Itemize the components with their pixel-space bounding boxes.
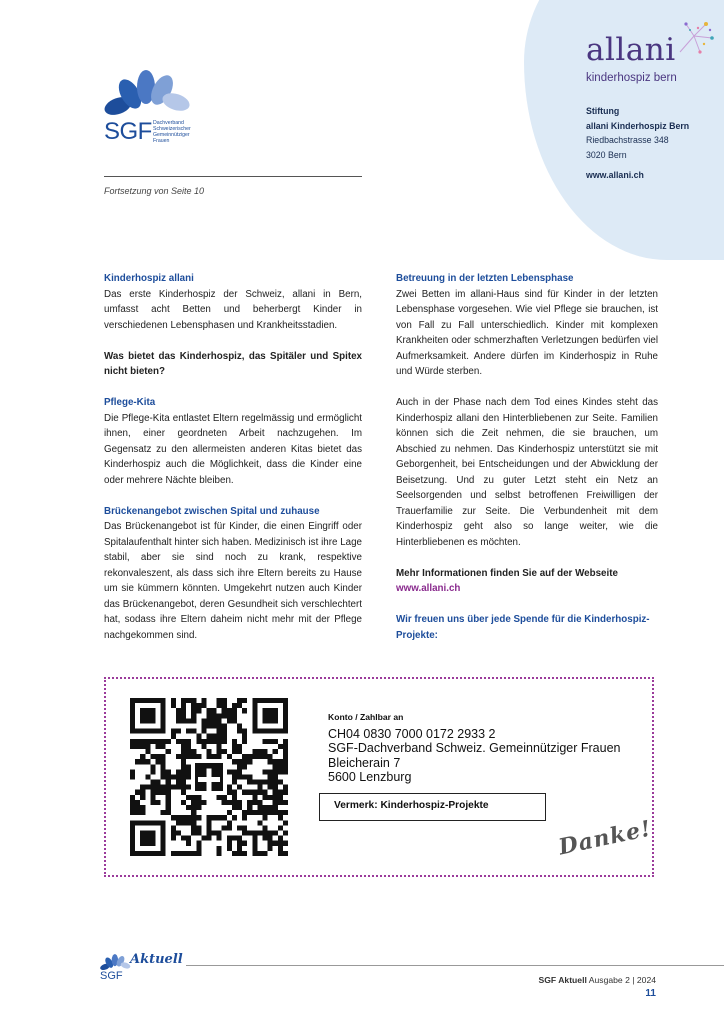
divider (104, 176, 362, 177)
payee-city: 5600 Lenzburg (328, 770, 412, 784)
address-line: 3020 Bern (586, 149, 627, 160)
issue-label: Ausgabe 2 | 2024 (588, 975, 656, 985)
info-text: Mehr Informationen finden Sie auf der Webseite (396, 567, 618, 579)
question-heading: Was bietet das Kinderhospiz, das Spitäler und Spitex nicht bieten? (104, 350, 362, 377)
section-heading: Kinderhospiz allani (104, 273, 194, 284)
website-link[interactable]: www.allani.ch (396, 583, 461, 594)
footer-divider (186, 965, 724, 966)
footer-info (538, 975, 656, 985)
sgf-line: Dachverband (153, 120, 184, 126)
allani-address (586, 104, 689, 162)
iban: CH04 0830 7000 0172 2933 2 (328, 726, 496, 741)
paragraph: Auch in der Phase nach dem Tod eines Kindes steht das Kinderhospiz allani den Hinterbliebenen zur Seite. Familien können sich die Zeit nehmen, die sie brauchen, um Abschied zu nehmen. Das Kinderhospiz unterstützt sie mit Geborgenheit, bei Entscheidungen und der Abwicklung der Beisetzung. Und zu guter Letzt steht ein Netz an Seelsorgenden und selbst betroffenen Freiwilligen der Trauerfamilie zur Seite. Die Verbundenheit mit dem Kinderhospiz geht also so lange weiter, wie die Hinterbliebenen es möchten. (396, 397, 658, 548)
section-heading: Pflege-Kita (104, 397, 156, 408)
paragraph: Das erste Kinderhospiz der Schweiz, allani in Bern, umfasst acht Betten und beherbergt Kinder in verschiedenen Lebensphasen und Krankheitsstadien. (104, 288, 362, 331)
payment-memo: Vermerk: Kinderhospiz-Projekte (319, 793, 546, 821)
sgf-line: Schweizerischer (153, 126, 191, 132)
donation-call: Wir freuen uns über jede Spende für die Kinderhospiz-Projekte: (396, 614, 650, 641)
allani-logo-subtitle: kinderhospiz bern (586, 72, 677, 84)
section-heading: Betreuung in der letzten Lebensphase (396, 273, 574, 284)
payment-box (104, 677, 654, 877)
footer-logo (100, 950, 192, 988)
publication-name: SGF Aktuell (538, 975, 587, 985)
left-column (104, 271, 362, 643)
payment-label: Konto / Zahlbar an (328, 712, 404, 722)
section-heading: Brückenangebot zwischen Spital und zuhause (104, 505, 320, 517)
footer-logo-word: Aktuell (130, 952, 183, 967)
sgf-fan-icon (104, 70, 200, 120)
sgf-acronym: SGF (104, 118, 152, 145)
allani-logo (586, 26, 716, 88)
address-line: allani Kinderhospiz Bern (586, 120, 690, 131)
paragraph: Die Pflege-Kita entlastet Eltern regelmässig und ermöglicht ihnen, einer geordneten Arbeit nachzugehen. Im Gegensatz zu den allermeisten anderen Kitas bietet das Kinderhospiz auch die Möglichkeit, dass die Kinder eine oder mehrere Nächte bleiben. (104, 412, 362, 486)
danke-signature: Danke! (556, 815, 654, 861)
allani-url-link[interactable]: www.allani.ch (586, 170, 644, 180)
sparkle-icon (670, 18, 718, 58)
address-line: Riedbachstrasse 348 (586, 135, 669, 146)
right-column (396, 271, 658, 643)
address-line: Stiftung (586, 106, 620, 116)
paragraph: Zwei Betten im allani-Haus sind für Kinder in der letzten Lebensphase vorgesehen. Wie viel Pflege sie brauchen, ist von Fall zu Fall unterschiedlich. Kinder mit komplexen Krankheiten oder schmerzhaften Verletzungen bedürfen viel Aufmerksamkeit. Andere dürfen im Kinderhospiz in Ruhe und Würde sterben. (396, 288, 658, 377)
payee-street: Bleicherain 7 (328, 755, 401, 770)
continued-note: Fortsetzung von Seite 10 (104, 186, 205, 196)
qr-code[interactable] (130, 698, 288, 856)
allani-logo-word: allani (586, 32, 676, 68)
sgf-fullname (153, 120, 191, 144)
page-number: 11 (645, 988, 656, 999)
payment-details (328, 710, 621, 785)
sgf-logo (104, 70, 204, 150)
sgf-line: Gemeinnütziger (153, 132, 190, 138)
payee-name: SGF-Dachverband Schweiz. Gemeinnütziger Frauen (328, 741, 621, 755)
footer-logo-acronym: SGF (100, 970, 123, 982)
sgf-line: Frauen (153, 138, 170, 144)
paragraph: Das Brückenangebot ist für Kinder, die einen Eingriff oder Spitalaufenthalt hinter sich haben. Medizinisch ist ihre Lage stabil, aber sie sind noch zu krank, respektive rekonvaleszent, als dass sich ihre Eltern bereits zu Hause um sie kümmern könnten. Umgekehrt nutzen auch Kinder das Brückenangebot, deren Gesundheit sich verschlechtert hat, sodass ihre Eltern daheim nicht mehr mit der Pflege nachgekommen sind. (104, 521, 362, 641)
